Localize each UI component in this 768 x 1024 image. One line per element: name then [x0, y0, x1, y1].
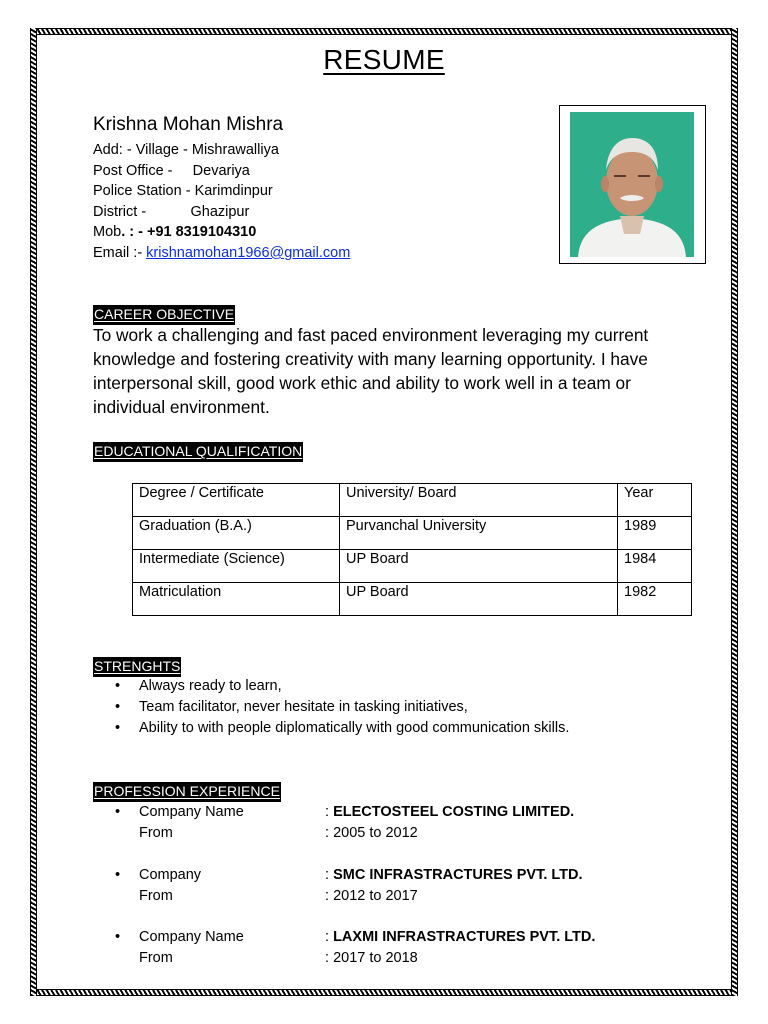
table-cell: UP Board: [340, 550, 618, 583]
table-cell: Purvanchal University: [340, 517, 618, 550]
table-cell: 1982: [618, 583, 692, 616]
border-bottom: [30, 989, 738, 996]
contact-email: Email :- krishnamohan1966@gmail.com: [93, 244, 351, 261]
border-right: [731, 28, 738, 996]
strengths-heading: STRENGHTS: [93, 657, 181, 677]
table-header-cell: Year: [618, 484, 692, 517]
table-header-row: [133, 484, 692, 517]
career-objective-heading: CAREER OBJECTIVE: [93, 305, 235, 325]
contact-post-office: Post Office - Devariya: [93, 162, 250, 179]
career-objective-text: To work a challenging and fast paced environment leveraging my current knowledge and fostering creativity with many learning opportunity. I have interpersonal skill, good work ethic and ability to work well in a team or individual environment.: [93, 325, 649, 417]
contact-district: District - Ghazipur: [93, 203, 250, 220]
bullet-icon: •: [115, 804, 121, 820]
table-cell: Graduation (B.A.): [133, 517, 340, 550]
border-top: [30, 28, 738, 35]
profile-photo: [570, 112, 694, 257]
contact-details: [93, 140, 350, 264]
bullet-icon: •: [115, 867, 121, 883]
contact-address: Add: - Village - Mishrawalliya: [93, 142, 279, 158]
list-item: • Ability to with people diplomatically with good communication skills.: [93, 718, 569, 739]
list-item: • Always ready to learn,: [93, 676, 569, 697]
table-header-cell: University/ Board: [340, 484, 618, 517]
strengths-list: [93, 676, 569, 739]
table-row: [133, 583, 692, 616]
table-header-cell: Degree / Certificate: [133, 484, 340, 517]
bullet-icon: •: [115, 929, 121, 945]
email-link[interactable]: krishnamohan1966@gmail.com: [146, 244, 351, 261]
education-heading: EDUCATIONAL QUALIFICATION: [93, 442, 303, 462]
profile-photo-portrait: [570, 112, 694, 257]
contact-police-station: Police Station - Karimdinpur: [93, 183, 273, 200]
table-cell: 1989: [618, 517, 692, 550]
document-title: RESUME: [323, 44, 445, 75]
list-item: • Team facilitator, never hesitate in tasking initiatives,: [93, 697, 569, 718]
border-left: [30, 28, 37, 996]
table-cell: UP Board: [340, 583, 618, 616]
experience-heading: PROFESSION EXPERIENCE: [93, 782, 281, 802]
table-row: [133, 517, 692, 550]
table-cell: Intermediate (Science): [133, 550, 340, 583]
contact-mobile: Mob. : - +91 8319104310: [93, 224, 257, 241]
photo-frame: [559, 105, 706, 264]
table-cell: 1984: [618, 550, 692, 583]
table-cell: Matriculation: [133, 583, 340, 616]
applicant-name: Krishna Mohan Mishra: [93, 114, 284, 135]
table-row: [133, 550, 692, 583]
education-table: [132, 483, 692, 616]
